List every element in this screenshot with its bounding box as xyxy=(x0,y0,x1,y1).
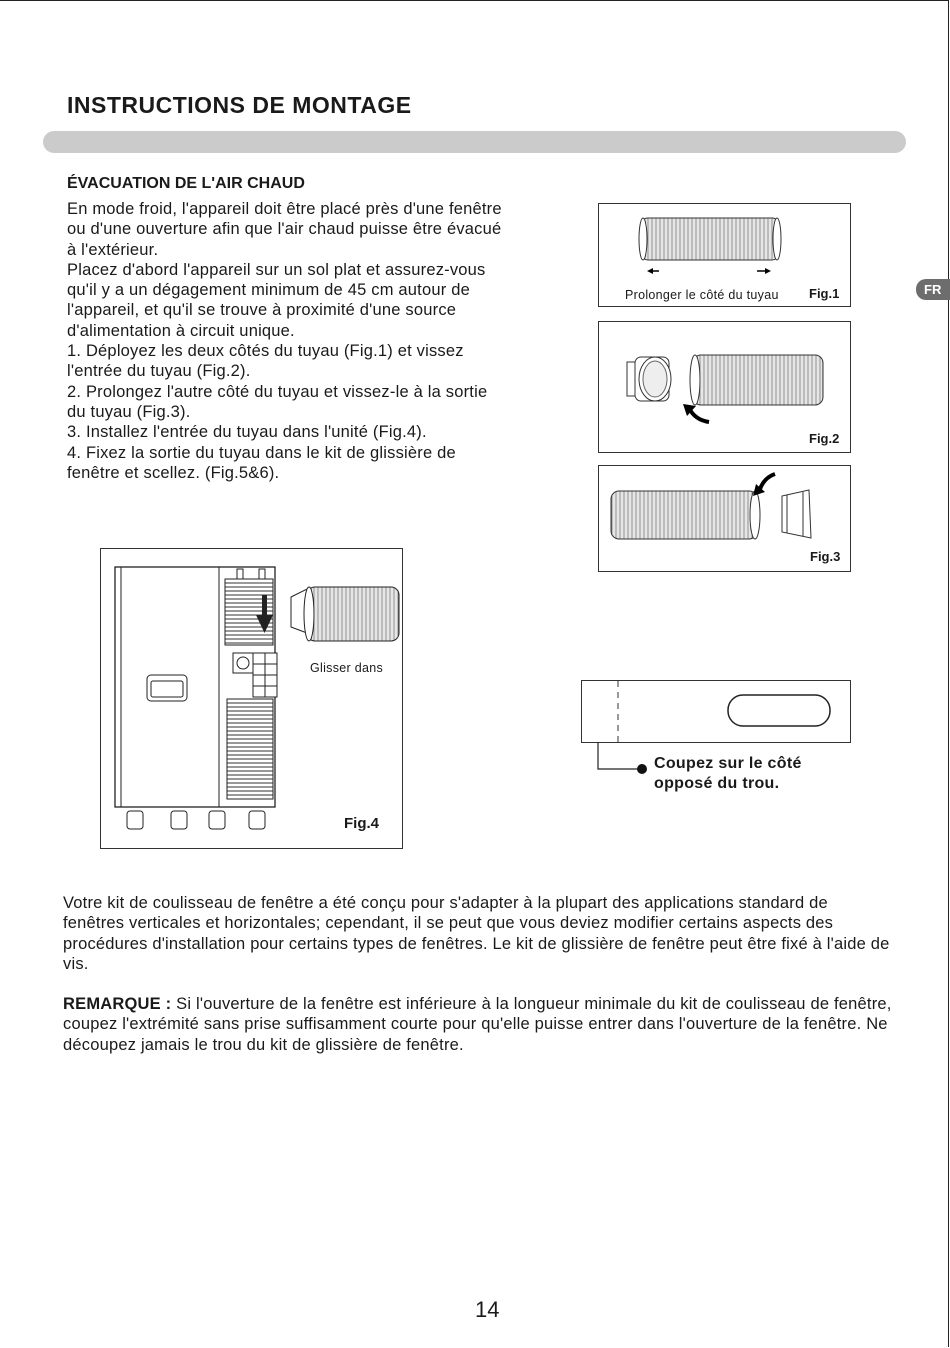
fig4-caption: Glisser dans xyxy=(310,661,384,675)
instruction-line: du tuyau (Fig.3). xyxy=(67,402,191,421)
fig1-caption: Prolonger le côté du tuyau xyxy=(625,288,779,302)
instruction-line: qu'il y a un dégagement minimum de 45 cm autour de xyxy=(67,281,470,300)
instruction-line: l'entrée du tuyau (Fig.2). xyxy=(67,362,251,381)
language-tab: FR xyxy=(916,279,950,300)
instruction-line: ou d'une ouverture afin que l'air chaud puisse être évacué xyxy=(67,220,502,239)
instruction-line: à l'extérieur. xyxy=(67,240,159,259)
fig3-label: Fig.3 xyxy=(810,549,841,564)
instruction-line: En mode froid, l'appareil doit être placé près d'une fenêtre xyxy=(67,200,502,218)
cut-line-icon xyxy=(582,681,850,742)
fig4-label: Fig.4 xyxy=(344,815,380,832)
window-kit-paragraph: Votre kit de coulisseau de fenêtre a été conçu pour s'adapter à la plupart des applications standard de fenêtres verticales et horizontales; cependant, il se peut que vous deviez modifier certains aspects des procédures d'installation pour certains types de fenêtres. Le kit de glissière de fenêtre peut être fixé à l'aide de vis. xyxy=(63,894,890,973)
figure-1 xyxy=(598,203,851,307)
page-title: INSTRUCTIONS DE MONTAGE xyxy=(67,92,412,118)
fig1-label: Fig.1 xyxy=(809,286,840,301)
window-slider-panel xyxy=(581,680,851,743)
instruction-line: 3. Installez l'entrée du tuyau dans l'unité (Fig.4). xyxy=(67,423,427,442)
remark-label: REMARQUE : xyxy=(63,995,172,1013)
cut-pointer-icon xyxy=(596,742,656,782)
instruction-line: 2. Prolongez l'autre côté du tuyau et vissez-le à la sortie xyxy=(67,382,488,401)
instruction-line: 1. Déployez les deux côtés du tuyau (Fig.1) et vissez xyxy=(67,342,464,361)
instruction-line: Placez d'abord l'appareil sur un sol plat et assurez-vous xyxy=(67,260,486,279)
remark-text: Si l'ouverture de la fenêtre est inférieure à la longueur minimale du kit de coulisseau de fenêtre, coupez l'extrémité sans prise suffisamment courte pour qu'elle puisse entrer dans l'ouverture de la fenêtre. Ne découpez jamais le trou du kit de glissière de fenêtre. xyxy=(63,995,892,1054)
page-number: 14 xyxy=(475,1297,500,1322)
fig2-label: Fig.2 xyxy=(809,431,840,446)
section-heading: ÉVACUATION DE L'AIR CHAUD xyxy=(67,175,305,192)
title-bar xyxy=(43,131,906,153)
remark-paragraph xyxy=(63,994,893,1055)
figure-3 xyxy=(598,465,851,572)
unit-hose-install-icon xyxy=(101,549,402,848)
instruction-line: fenêtre et scellez. (Fig.5&6). xyxy=(67,463,280,482)
cut-note-line2: opposé du trou. xyxy=(654,775,780,792)
cut-note-line1: Coupez sur le côté xyxy=(654,755,802,772)
instructions-text xyxy=(67,199,587,483)
instruction-line: 4. Fixez la sortie du tuyau dans le kit de glissière de xyxy=(67,443,456,462)
figure-2 xyxy=(598,321,851,453)
cut-note xyxy=(654,754,802,794)
figure-4 xyxy=(100,548,403,849)
instruction-line: d'alimentation à circuit unique. xyxy=(67,321,295,340)
instruction-line: l'appareil, et qu'il se trouve à proximité d'une source xyxy=(67,301,457,320)
